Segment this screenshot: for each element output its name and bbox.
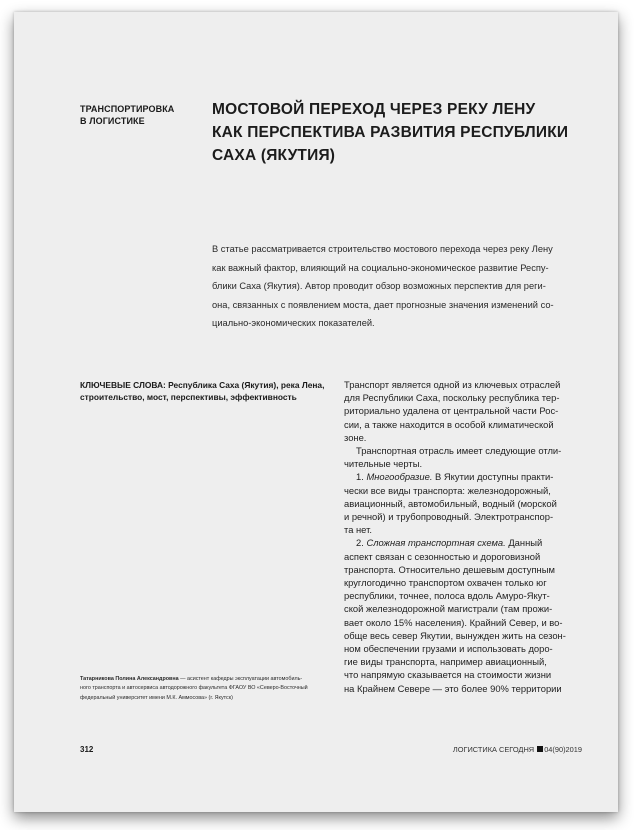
body-line: Транспортная отрасль имеет следующие отли- — [356, 445, 562, 457]
body-line: республики, точнее, полоса вдоль Амуро-Якут- — [344, 590, 550, 602]
body-line: гие виды транспорта, например авиационный, — [344, 656, 547, 668]
body-line: транспорта. Относительно дешевым доступным — [344, 563, 555, 575]
body-line — [344, 470, 589, 483]
body-line: и речной) и трубопроводный. Электротранспор- — [344, 511, 554, 523]
body-line: та нет. — [344, 524, 372, 536]
article-body — [344, 378, 589, 695]
body-line: ской железнодорожной магистрали (там прожи- — [344, 603, 553, 615]
author-line: ного транспорта и автосервиса автодорожного факультета ФГАОУ ВО «Северо-Восточный — [80, 685, 308, 692]
body-line: зоне. — [344, 431, 367, 443]
body-line: что напрямую сказывается на стоимости жизни — [344, 669, 552, 681]
body-line: авиационный, автомобильный, водный (морской — [344, 497, 557, 509]
square-bullet-icon — [537, 746, 543, 752]
journal-page — [14, 12, 618, 812]
journal-footer — [453, 745, 582, 754]
abstract-line: циально-экономических показателей. — [212, 318, 375, 328]
body-line: вает около 15% населения). Крайний Север, и во- — [344, 616, 563, 628]
author-line — [80, 675, 340, 684]
abstract-line: она, связанных с появлением моста, дает прогнозные значения изменений со- — [212, 299, 554, 310]
body-line: сии, а также находится в особой климатической — [344, 418, 554, 430]
body-line: круглогодично транспортом охвачен только юг — [344, 577, 547, 589]
abstract-line: как важный фактор, влияющий на социально-экономическое развитие Респу- — [212, 262, 549, 273]
title-line-3: САХА (ЯКУТИЯ) — [212, 147, 336, 164]
body-line: на Крайнем Севере — это более 90% территории — [344, 682, 562, 694]
abstract-line: В статье рассматривается строительство мостового перехода через реку Лену — [212, 244, 553, 254]
body-line: обще весь север Якутии, вынужден жить на сезон- — [344, 629, 566, 641]
article-title — [212, 98, 602, 167]
body-line: чески все виды транспорта: железнодорожный, — [344, 484, 551, 496]
title-line-2: КАК ПЕРСПЕКТИВА РАЗВИТИЯ РЕСПУБЛИКИ — [212, 124, 569, 141]
body-line: чительные черты. — [344, 458, 423, 470]
section-rubric — [80, 103, 200, 127]
rubric-line-2: В ЛОГИСТИКЕ — [80, 116, 145, 126]
keywords-block — [80, 379, 330, 403]
keywords-line: строительство, мост, перспективы, эффективность — [80, 392, 297, 402]
abstract-line: блики Саха (Якутия). Автор проводит обзор возможных перспектив для реги- — [212, 281, 546, 291]
author-name: Татарникова Полина Александровна — [80, 676, 179, 682]
body-line — [344, 536, 589, 549]
body-line: риториально удалена от центральной части Рос- — [344, 405, 559, 417]
journal-issue: 04(90)2019 — [544, 745, 582, 754]
author-affiliation: — асистент кафедры эксплуатации автомобиль- — [178, 676, 303, 682]
keywords-line: КЛЮЧЕВЫЕ СЛОВА: Республика Саха (Якутия), река Лена, — [80, 380, 325, 390]
body-line: аспект связан с сезонностью и дороговизной — [344, 550, 541, 562]
list-text: Данный — [505, 537, 543, 549]
body-line: для Республики Саха, поскольку республика тер- — [344, 392, 560, 404]
title-line-1: МОСТОВОЙ ПЕРЕХОД ЧЕРЕЗ РЕКУ ЛЕНУ — [212, 101, 536, 118]
list-term: Многообразие. — [366, 471, 433, 483]
list-number: 1. — [356, 471, 367, 483]
body-line: ном обеспечении грузами и использовать доро- — [344, 643, 553, 655]
rubric-line-1: ТРАНСПОРТИРОВКА — [80, 104, 175, 114]
body-line: Транспорт является одной из ключевых отраслей — [344, 379, 561, 390]
list-term: Сложная транспортная схема. — [366, 537, 506, 549]
journal-name: ЛОГИСТИКА СЕГОДНЯ — [452, 745, 535, 754]
article-abstract — [212, 240, 598, 333]
list-number: 2. — [356, 537, 367, 549]
author-note — [80, 675, 340, 703]
page-number: 312 — [80, 745, 94, 754]
author-line: федеральный университет имени М.К. Аммосова» (г. Якутск) — [80, 694, 233, 701]
list-text: В Якутии доступны практи- — [432, 471, 554, 483]
